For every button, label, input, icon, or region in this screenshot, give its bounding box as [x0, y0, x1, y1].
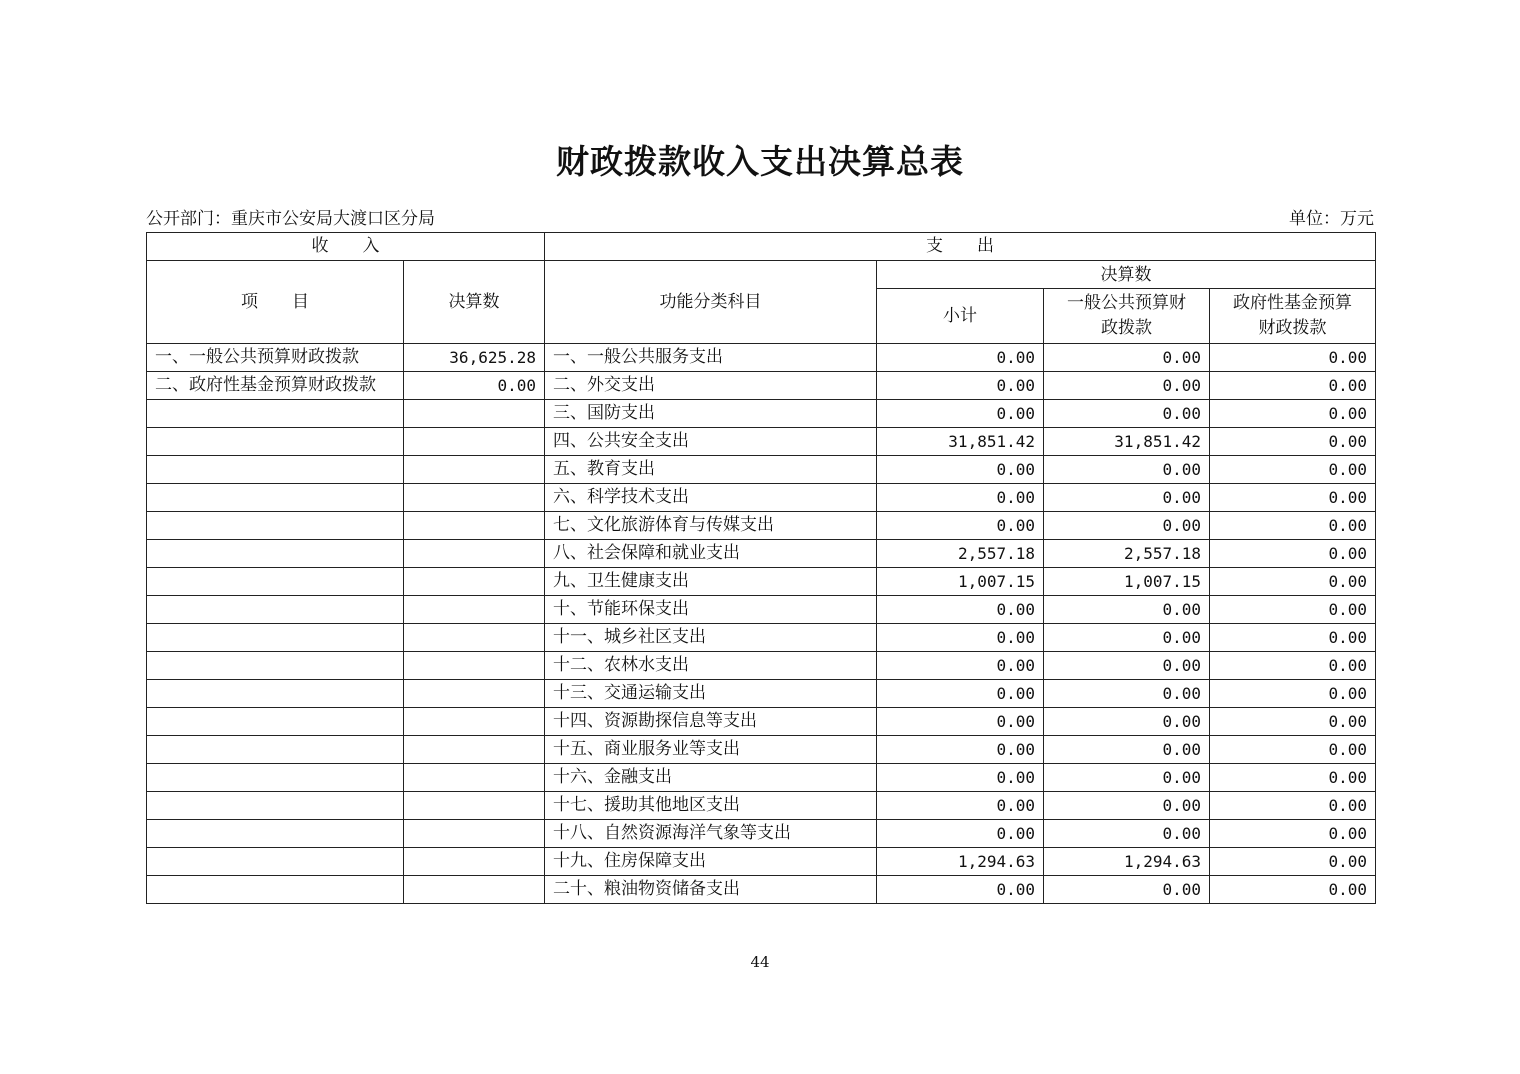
income-item-cell: [147, 848, 404, 876]
subtotal-cell: 0.00: [877, 344, 1044, 372]
subtotal-cell: 0.00: [877, 736, 1044, 764]
expense-item-cell: 八、社会保障和就业支出: [545, 540, 877, 568]
expense-item-cell: 九、卫生健康支出: [545, 568, 877, 596]
income-item-cell: 二、政府性基金预算财政拨款: [147, 372, 404, 400]
general-budget-cell: 0.00: [1044, 792, 1210, 820]
general-budget-cell: 2,557.18: [1044, 540, 1210, 568]
expense-item-cell: 五、教育支出: [545, 456, 877, 484]
page-number: 44: [750, 953, 770, 971]
table-row: [147, 400, 1376, 428]
table-row: [147, 372, 1376, 400]
fund-budget-cell: 0.00: [1210, 708, 1376, 736]
table-row: [147, 456, 1376, 484]
general-budget-cell: 0.00: [1044, 372, 1210, 400]
fund-budget-cell: 0.00: [1210, 876, 1376, 904]
income-amount-cell: 0.00: [404, 372, 545, 400]
general-budget-cell: 0.00: [1044, 876, 1210, 904]
fund-budget-cell: 0.00: [1210, 568, 1376, 596]
general-budget-cell: 0.00: [1044, 456, 1210, 484]
subtotal-cell: 31,851.42: [877, 428, 1044, 456]
income-item-cell: [147, 764, 404, 792]
table-row: [147, 540, 1376, 568]
income-item-cell: [147, 792, 404, 820]
table-row: [147, 820, 1376, 848]
fund-budget-cell: 0.00: [1210, 764, 1376, 792]
subtotal-cell: 0.00: [877, 876, 1044, 904]
table-row: [147, 652, 1376, 680]
income-item-cell: [147, 652, 404, 680]
header-row-1: [147, 233, 1376, 261]
fund-budget-cell: 0.00: [1210, 344, 1376, 372]
income-amount-cell: [404, 512, 545, 540]
appropriation-summary-table: [146, 232, 1376, 904]
income-amount-cell: [404, 624, 545, 652]
fund-budget-cell: 0.00: [1210, 484, 1376, 512]
income-amount-cell: 36,625.28: [404, 344, 545, 372]
subtotal-cell: 0.00: [877, 512, 1044, 540]
income-amount-cell: [404, 596, 545, 624]
general-budget-cell: 0.00: [1044, 736, 1210, 764]
income-item-cell: [147, 680, 404, 708]
income-amount-cell: [404, 456, 545, 484]
income-item-cell: [147, 820, 404, 848]
subtotal-header: 小计: [877, 289, 1044, 344]
income-amount-header: 决算数: [404, 261, 545, 344]
general-budget-cell: 1,294.63: [1044, 848, 1210, 876]
expense-item-cell: 七、文化旅游体育与传媒支出: [545, 512, 877, 540]
fund-budget-cell: 0.00: [1210, 596, 1376, 624]
general-budget-cell: 0.00: [1044, 764, 1210, 792]
general-budget-cell: 0.00: [1044, 820, 1210, 848]
expense-item-cell: 三、国防支出: [545, 400, 877, 428]
income-item-cell: [147, 428, 404, 456]
subtotal-cell: 0.00: [877, 792, 1044, 820]
fund-budget-cell: 0.00: [1210, 652, 1376, 680]
final-amount-group-header: 决算数: [877, 261, 1376, 289]
income-item-cell: [147, 876, 404, 904]
fund-budget-cell: 0.00: [1210, 428, 1376, 456]
income-item-cell: [147, 596, 404, 624]
income-amount-cell: [404, 876, 545, 904]
income-amount-cell: [404, 792, 545, 820]
income-item-cell: [147, 736, 404, 764]
fund-budget-cell: 0.00: [1210, 624, 1376, 652]
subtotal-cell: 1,007.15: [877, 568, 1044, 596]
expense-item-cell: 十、节能环保支出: [545, 596, 877, 624]
expense-item-cell: 十九、住房保障支出: [545, 848, 877, 876]
fund-budget-cell: 0.00: [1210, 540, 1376, 568]
expense-item-cell: 十六、金融支出: [545, 764, 877, 792]
income-item-cell: [147, 484, 404, 512]
table-row: [147, 708, 1376, 736]
fund-budget-cell: 0.00: [1210, 456, 1376, 484]
fund-budget-cell: 0.00: [1210, 372, 1376, 400]
income-amount-cell: [404, 428, 545, 456]
general-budget-cell: 0.00: [1044, 512, 1210, 540]
expense-item-cell: 四、公共安全支出: [545, 428, 877, 456]
subtotal-cell: 0.00: [877, 820, 1044, 848]
fund-budget-cell: 0.00: [1210, 400, 1376, 428]
subtotal-cell: 0.00: [877, 484, 1044, 512]
table-row: [147, 876, 1376, 904]
expense-item-cell: 六、科学技术支出: [545, 484, 877, 512]
income-amount-cell: [404, 568, 545, 596]
expense-item-cell: 一、一般公共服务支出: [545, 344, 877, 372]
table-row: [147, 764, 1376, 792]
subtotal-cell: 0.00: [877, 652, 1044, 680]
expense-item-cell: 二十、粮油物资储备支出: [545, 876, 877, 904]
general-budget-cell: 0.00: [1044, 344, 1210, 372]
table-row: [147, 428, 1376, 456]
general-budget-header-text: 一般公共预算财政拨款: [1066, 293, 1186, 338]
expense-header: 支 出: [545, 233, 1376, 261]
subtotal-cell: 1,294.63: [877, 848, 1044, 876]
income-amount-cell: [404, 484, 545, 512]
income-amount-cell: [404, 848, 545, 876]
general-budget-cell: 0.00: [1044, 680, 1210, 708]
fund-budget-cell: 0.00: [1210, 820, 1376, 848]
expense-item-cell: 十一、城乡社区支出: [545, 624, 877, 652]
general-budget-cell: 0.00: [1044, 624, 1210, 652]
subtotal-cell: 0.00: [877, 372, 1044, 400]
table-row: [147, 736, 1376, 764]
unit-label: 单位：万元: [1289, 209, 1374, 229]
income-amount-cell: [404, 820, 545, 848]
table-row: [147, 568, 1376, 596]
expense-item-cell: 十四、资源勘探信息等支出: [545, 708, 877, 736]
income-header: 收 入: [147, 233, 545, 261]
table-row: [147, 596, 1376, 624]
subtotal-cell: 0.00: [877, 456, 1044, 484]
table-row: [147, 512, 1376, 540]
expense-item-cell: 十八、自然资源海洋气象等支出: [545, 820, 877, 848]
subtotal-cell: 0.00: [877, 596, 1044, 624]
income-item-cell: [147, 512, 404, 540]
general-budget-cell: 0.00: [1044, 400, 1210, 428]
fund-budget-header-text: 政府性基金预算财政拨款: [1232, 293, 1352, 338]
income-amount-cell: [404, 400, 545, 428]
subtotal-cell: 0.00: [877, 400, 1044, 428]
general-budget-cell: 0.00: [1044, 708, 1210, 736]
income-amount-cell: [404, 652, 545, 680]
income-item-cell: [147, 540, 404, 568]
income-item-cell: [147, 624, 404, 652]
general-budget-cell: 0.00: [1044, 652, 1210, 680]
department-label: 公开部门：重庆市公安局大渡口区分局: [146, 209, 435, 229]
general-budget-cell: 1,007.15: [1044, 568, 1210, 596]
function-category-header: 功能分类科目: [545, 261, 877, 344]
table-row: [147, 484, 1376, 512]
fund-budget-cell: 0.00: [1210, 512, 1376, 540]
table-row: [147, 624, 1376, 652]
general-budget-header: [1044, 289, 1210, 344]
fund-budget-cell: 0.00: [1210, 736, 1376, 764]
income-amount-cell: [404, 736, 545, 764]
fund-budget-cell: 0.00: [1210, 848, 1376, 876]
subtotal-cell: 0.00: [877, 624, 1044, 652]
income-amount-cell: [404, 764, 545, 792]
income-item-cell: [147, 708, 404, 736]
expense-item-cell: 二、外交支出: [545, 372, 877, 400]
fund-budget-cell: 0.00: [1210, 680, 1376, 708]
table-row: [147, 680, 1376, 708]
general-budget-cell: 0.00: [1044, 596, 1210, 624]
table-row: [147, 792, 1376, 820]
subtotal-cell: 0.00: [877, 680, 1044, 708]
income-item-cell: 一、一般公共预算财政拨款: [147, 344, 404, 372]
general-budget-cell: 31,851.42: [1044, 428, 1210, 456]
income-item-cell: [147, 400, 404, 428]
header-row-2: [147, 261, 1376, 289]
expense-item-cell: 十二、农林水支出: [545, 652, 877, 680]
expense-item-cell: 十七、援助其他地区支出: [545, 792, 877, 820]
income-item-cell: [147, 568, 404, 596]
expense-item-cell: 十五、商业服务业等支出: [545, 736, 877, 764]
item-header: 项 目: [147, 261, 404, 344]
income-item-cell: [147, 456, 404, 484]
table-row: [147, 344, 1376, 372]
income-amount-cell: [404, 540, 545, 568]
fund-budget-header: [1210, 289, 1376, 344]
subtotal-cell: 2,557.18: [877, 540, 1044, 568]
expense-item-cell: 十三、交通运输支出: [545, 680, 877, 708]
income-amount-cell: [404, 708, 545, 736]
subtotal-cell: 0.00: [877, 708, 1044, 736]
income-amount-cell: [404, 680, 545, 708]
general-budget-cell: 0.00: [1044, 484, 1210, 512]
page-title: 财政拨款收入支出决算总表: [556, 142, 964, 181]
fund-budget-cell: 0.00: [1210, 792, 1376, 820]
subtotal-cell: 0.00: [877, 764, 1044, 792]
table-row: [147, 848, 1376, 876]
